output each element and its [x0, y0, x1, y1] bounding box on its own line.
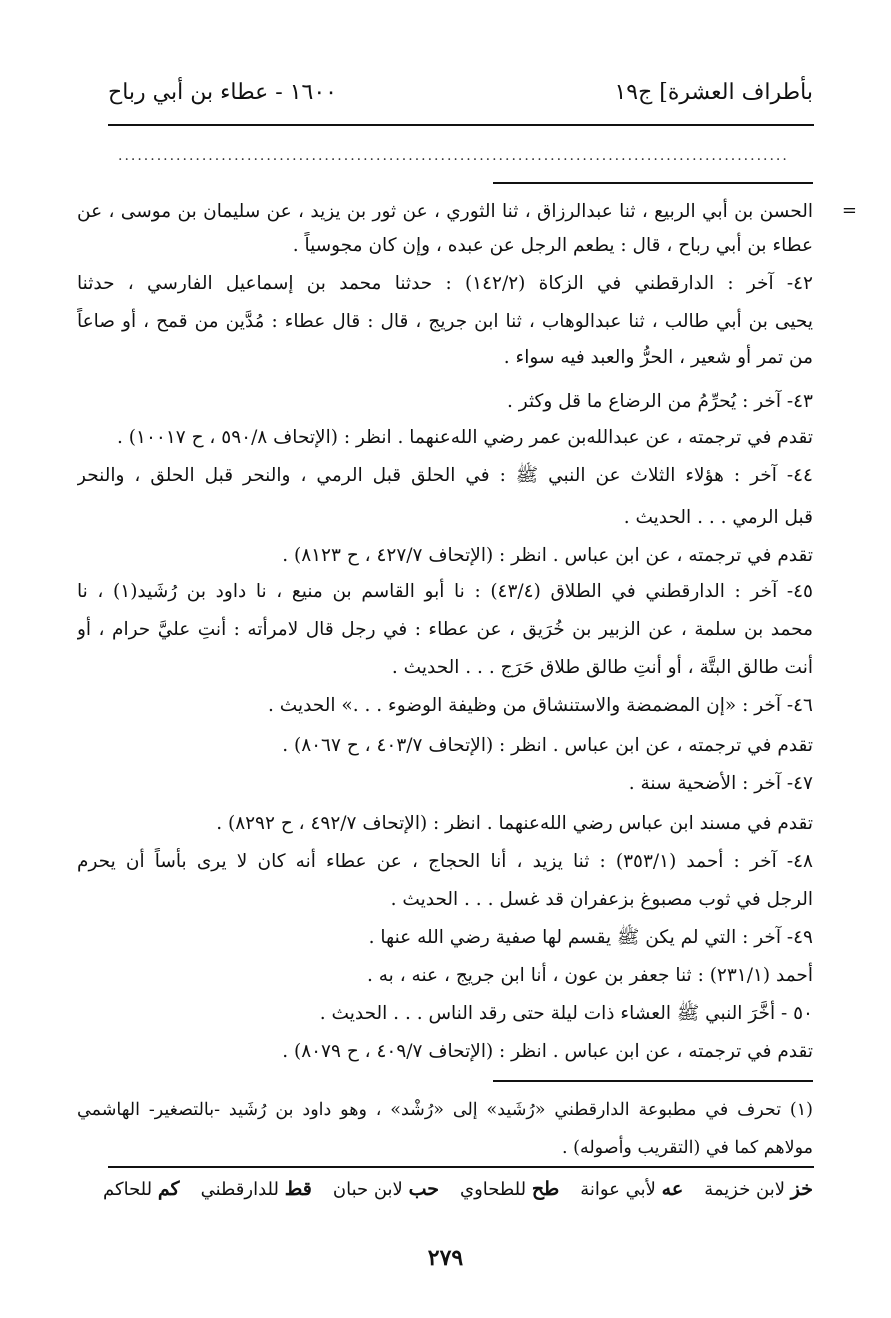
text-line: أحمد (٢٣١/١) : ثنا جعفر بن عون ، أنا ابن جريج ، عنه ، به .: [367, 965, 813, 986]
text-line: ٥٠ - أَخَّرَ النبي ﷺ العشاء ذات ليلة حتى رقد الناس . . . الحديث .: [319, 1003, 813, 1024]
continuation-rule: [493, 182, 813, 184]
legend-name: للحاكم: [103, 1179, 153, 1200]
text-line: تقدم في ترجمته ، عن ابن عباس . انظر : (الإتحاف ٤٠٣/٧ ، ح ٨٠٦٧) .: [282, 735, 813, 756]
text-line: أنت طالق البتَّة ، أو أنتِ طالق طلاق حَرَج . . . الحديث .: [391, 657, 813, 678]
legend-code: خز: [790, 1178, 813, 1200]
legend-name: للطحاوي: [459, 1179, 527, 1200]
legend-code: حب: [408, 1178, 439, 1200]
legend-item: [704, 1178, 813, 1200]
text-line: ٤٤- آخر : هؤلاء الثلاث عن النبي ﷺ : في الحلق قبل الرمي ، والنحر قبل الحلق ، والنحر: [77, 465, 813, 486]
running-header-entry: ١٦٠٠ - عطاء بن أبي رباح: [108, 80, 337, 105]
text-line: محمد بن سلمة ، عن الزبير بن خُرَيق ، عن عطاء : في رجل قال لامرأته : أنتِ عليَّ حرام ، أو: [77, 619, 813, 640]
text-line: تقدم في ترجمته ، عن ابن عباس . انظر : (الإتحاف ٤٠٩/٧ ، ح ٨٠٧٩) .: [282, 1041, 813, 1062]
text-line: تقدم في ترجمته ، عن ابن عباس . انظر : (الإتحاف ٤٢٧/٧ ، ح ٨١٢٣) .: [282, 545, 813, 566]
abbreviation-legend: [103, 1178, 813, 1200]
running-header-volume: بأطراف العشرة] ج١٩: [614, 80, 813, 105]
text-line: ٤٧- آخر : الأضحية سنة .: [628, 773, 813, 794]
text-line: يحيى بن أبي طالب ، ثنا عبدالوهاب ، ثنا ابن جريج ، قال : قال عطاء : مُدَّين من قمح ، أو صاعاً: [77, 311, 813, 332]
footnote-rule: [493, 1080, 813, 1082]
legend-code: طح: [531, 1178, 560, 1200]
legend-code: قط: [284, 1178, 312, 1200]
footnote-line: (١) تحرف في مطبوعة الدارقطني «رُشَيد» إلى «رُشْد» ، وهو داود بن رُشَيد -بالتصغير- الهاشمي: [77, 1100, 813, 1120]
header-rule: [108, 124, 814, 126]
legend-item: [201, 1178, 312, 1200]
text-line: قبل الرمي . . . الحديث .: [623, 507, 813, 528]
legend-item: [460, 1178, 559, 1200]
legend-item: [333, 1178, 439, 1200]
legend-item: [103, 1178, 180, 1200]
footnote-line: مولاهم كما في (التقريب وأصوله) .: [562, 1138, 813, 1158]
continuation-mark: =: [841, 200, 857, 221]
page-number: ٢٧٩: [427, 1245, 464, 1271]
legend-name: للدارقطني: [200, 1179, 279, 1200]
legend-code: عه: [661, 1178, 684, 1200]
text-line: ٤٥- آخر : الدارقطني في الطلاق (٤٣/٤) : نا أبو القاسم بن منيع ، نا داود بن رُشَيد(١) ، نا: [77, 581, 813, 602]
abbreviation-rule: [108, 1166, 814, 1168]
text-line: ٤٨- آخر : أحمد (٣٥٣/١) : ثنا يزيد ، أنا الحجاج ، عن عطاء أنه كان لا يرى بأساً أن يحرم: [77, 851, 813, 872]
text-line: من تمر أو شعير ، الحرُّ والعبد فيه سواء .: [503, 347, 813, 368]
text-line: تقدم في مسند ابن عباس رضي الله‌عنهما . انظر : (الإتحاف ٤٩٢/٧ ، ح ٨٢٩٢) .: [216, 813, 813, 834]
legend-name: لابن حبان: [332, 1179, 403, 1200]
text-line: ٤٩- آخر : التي لم يكن ﷺ يقسم لها صفية رضي الله عنها .: [368, 927, 813, 948]
legend-name: لأبي عوانة: [580, 1179, 656, 1200]
text-line: ٤٢- آخر : الدارقطني في الزكاة (١٤٢/٢) : حدثنا محمد بن إسماعيل الفارسي ، حدثنا: [77, 273, 813, 294]
text-line: عطاء بن أبي رباح ، قال : يطعم الرجل عن عبده ، وإن كان مجوسياً .: [292, 235, 813, 256]
legend-item: [580, 1178, 683, 1200]
text-line: ٤٣- آخر : يُحرِّمُ من الرضاع ما قل وكثر .: [507, 391, 813, 412]
text-line: الرجل في ثوب مصبوغ بزعفران قد غسل . . . الحديث .: [390, 889, 813, 910]
text-line: تقدم في ترجمته ، عن عبدالله‌بن عمر رضي الله‌عنهما . انظر : (الإتحاف ٥٩٠/٨ ، ح ١٠٠١٧) .: [117, 427, 813, 448]
legend-name: لابن خزيمة: [704, 1179, 786, 1200]
legend-code: كم: [157, 1178, 180, 1200]
text-line: ٤٦- آخر : «إن المضمضة والاستنشاق من وظيفة الوضوء . . .» الحديث .: [268, 695, 813, 716]
dotted-separator: ........................................................................................................: [118, 148, 789, 160]
text-line: الحسن بن أبي الربيع ، ثنا عبدالرزاق ، ثنا الثوري ، عن ثور بن يزيد ، عن سليمان بن موسى ، عن: [77, 201, 813, 222]
